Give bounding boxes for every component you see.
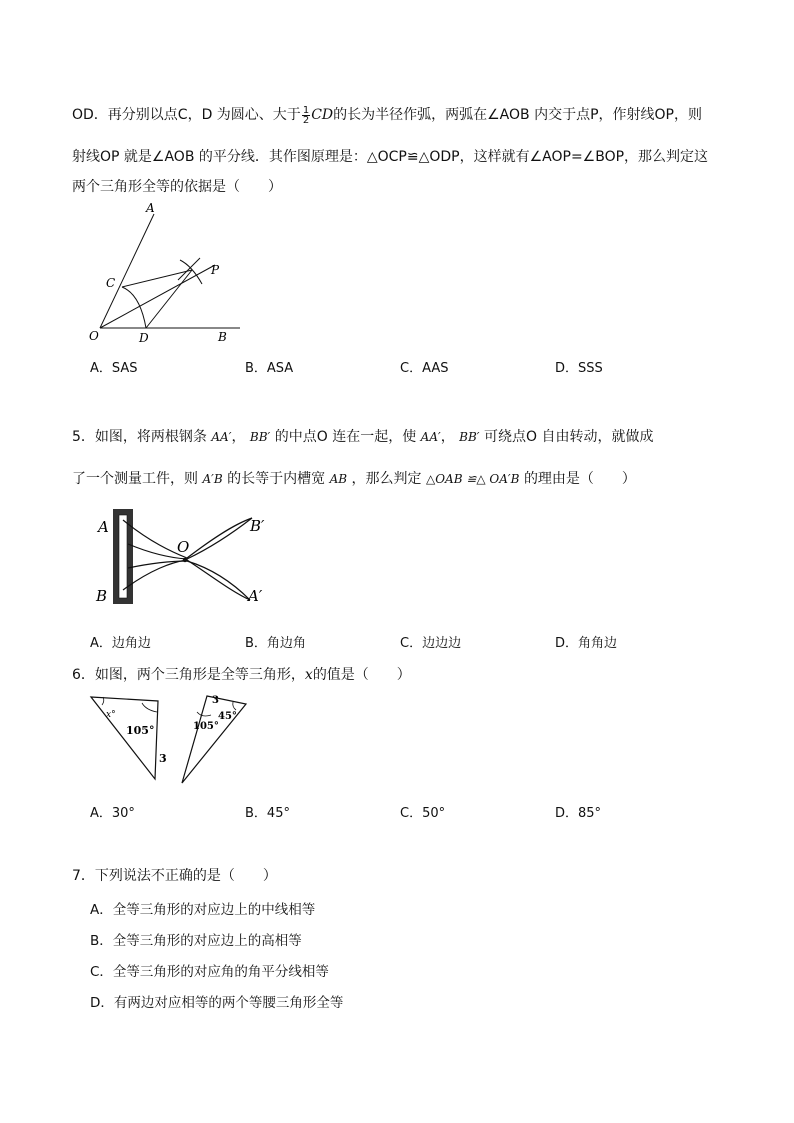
label-o: O	[89, 329, 99, 343]
q5-text: 的理由是（ ）	[523, 471, 636, 487]
q6-option-a[interactable]: A．30°	[90, 806, 135, 821]
ray-oa	[100, 214, 154, 328]
pivot-o	[183, 558, 187, 562]
label-105-right: 105°	[193, 721, 219, 732]
label-d: D	[139, 331, 149, 345]
label-a: A	[146, 201, 155, 215]
q5-text: 的中点O 连在一起，使	[274, 429, 417, 445]
q6-congruent-triangles-figure	[86, 690, 256, 788]
label-45: 45°	[218, 711, 237, 722]
label-side-3-right: 3	[212, 695, 219, 706]
q7-stem: 7．下列说法不正确的是（ ）	[72, 868, 277, 884]
triangle-right	[182, 696, 246, 783]
segment-apb: A′B	[202, 472, 223, 486]
q4-option-a[interactable]: A．SAS	[90, 361, 138, 376]
segment-cd: CD	[311, 107, 334, 123]
q4-option-b[interactable]: B．ASA	[245, 361, 294, 376]
rod-bb: BB′	[459, 430, 480, 444]
arc-p2	[178, 258, 200, 280]
q6-option-c[interactable]: C．50°	[400, 806, 446, 821]
q4-line-1-pre: OD．再分别以点C，D 为圆心、大于	[72, 107, 301, 123]
variable-x: x	[304, 667, 313, 683]
rod-aa-upper	[128, 561, 250, 600]
q4-line-3: 两个三角形全等的依据是（ ）	[72, 179, 282, 195]
groove-slot	[119, 515, 127, 598]
q7-option-d[interactable]: D．有两边对应相等的两个等腰三角形全等	[90, 995, 344, 1011]
q5-option-a[interactable]: A．边角边	[90, 636, 151, 651]
q4-line-2: 射线OP 就是∠AOB 的平分线．其作图原理是：△OCP≌△ODP，这样就有∠AOP=∠BOP，那么判定这	[72, 149, 709, 165]
q7-option-c[interactable]: C．全等三角形的对应角的角平分线相等	[90, 964, 329, 980]
q4-option-c[interactable]: C．AAS	[400, 361, 449, 376]
fraction-one-half	[302, 106, 310, 125]
q5-text: 5．如图，将两根钢条	[72, 429, 207, 445]
label-a: A	[98, 518, 109, 536]
label-b: B	[218, 330, 227, 344]
q5-text: ，	[440, 429, 455, 445]
q6-text: 6．如图，两个三角形是全等三角形，	[72, 667, 305, 683]
label-105-left: 105°	[126, 724, 155, 737]
q5-option-d[interactable]: D．角角边	[555, 636, 618, 651]
q4-line-1	[72, 104, 702, 125]
q6-stem	[72, 664, 411, 684]
rod-aa-lower	[123, 560, 250, 600]
rod-aa: AA′	[420, 430, 441, 444]
label-b-prime: B′	[250, 517, 265, 535]
rod-bb: BB′	[249, 430, 271, 444]
q7-option-b[interactable]: B．全等三角形的对应边上的高相等	[90, 933, 302, 949]
q4-line-1-post: 的长为半径作弧，两弧在∠AOB 内交于点P，作射线OP，则	[333, 107, 702, 123]
q4-angle-bisector-figure	[80, 198, 250, 348]
label-x-angle: x°	[106, 710, 116, 720]
label-b: B	[96, 587, 108, 605]
q5-text: 的长等于内槽宽	[227, 471, 326, 487]
segment-ab: AB	[329, 472, 348, 486]
rod-aa: AA′	[211, 430, 232, 444]
q4-option-d[interactable]: D．SSS	[555, 361, 603, 376]
q6-text: 的值是（ ）	[312, 667, 411, 683]
angle-arc-45	[233, 702, 236, 710]
ray-op	[100, 265, 215, 328]
arc-cd	[122, 287, 146, 328]
rod-bb-lower	[128, 518, 252, 559]
q5-option-b[interactable]: B．角边角	[245, 636, 306, 651]
label-side-3-left: 3	[159, 752, 167, 765]
q6-option-d[interactable]: D．85°	[555, 806, 602, 821]
q5-text: ，	[231, 429, 246, 445]
fraction-denominator: 2	[302, 114, 310, 126]
q5-text: 了一个测量工件，则	[72, 471, 198, 487]
congruence-statement: △OAB ≌△ OA′B	[425, 472, 520, 486]
angle-arc-105-left	[142, 703, 157, 712]
q5-line-1	[72, 426, 653, 446]
q6-option-b[interactable]: B．45°	[245, 806, 290, 821]
q5-option-c[interactable]: C．边边边	[400, 636, 462, 651]
q5-line-2	[72, 468, 636, 488]
q5-text: ，那么判定	[351, 471, 422, 487]
label-p: P	[211, 263, 220, 277]
fraction-numerator: 1	[302, 104, 310, 116]
q5-measuring-tool-figure	[92, 500, 282, 612]
angle-arc-105-right	[197, 712, 211, 716]
q7-option-a[interactable]: A．全等三角形的对应边上的中线相等	[90, 902, 316, 918]
label-a-prime: A′	[248, 587, 263, 605]
label-o: O	[177, 538, 190, 556]
label-c: C	[106, 276, 116, 290]
q5-text: 可绕点O 自由转动，就做成	[484, 429, 654, 445]
segment-cp	[122, 270, 192, 287]
